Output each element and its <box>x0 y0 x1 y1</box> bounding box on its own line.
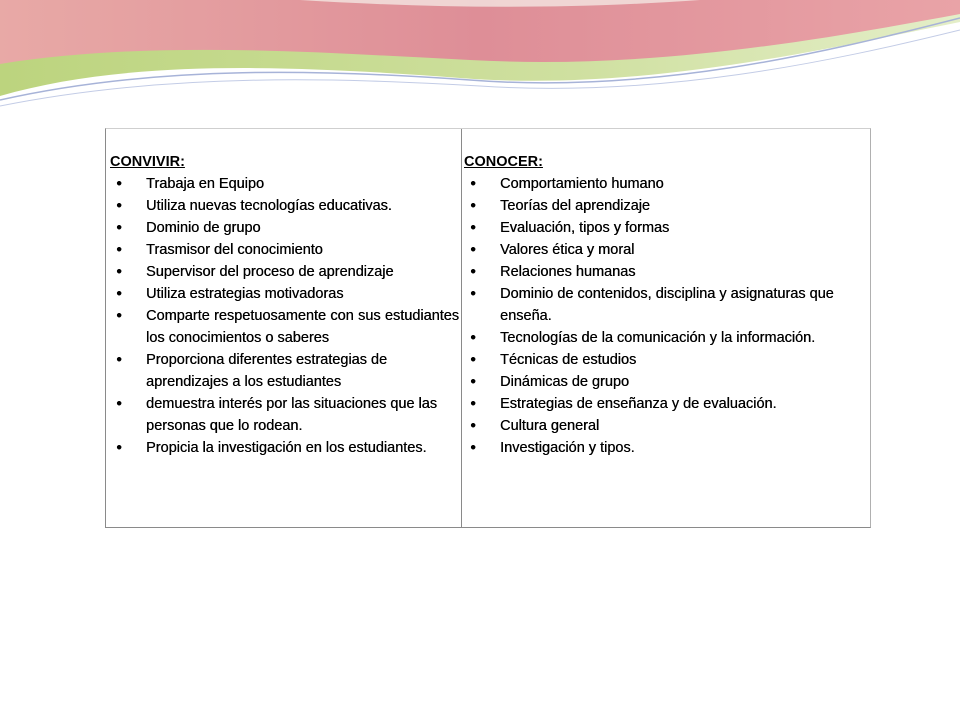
table-column-convivir <box>106 129 462 527</box>
bullet-icon: ● <box>116 288 123 299</box>
bullet-icon: ● <box>470 332 477 343</box>
bullet-icon: ● <box>470 420 477 431</box>
bullet-icon: ● <box>470 266 477 277</box>
conocer-list <box>464 173 866 459</box>
list-item: ● Trasmisor del conocimiento <box>110 239 459 261</box>
bullet-icon: ● <box>116 442 123 453</box>
list-item: ● Dinámicas de grupo <box>464 371 866 393</box>
bullet-icon: ● <box>116 178 123 189</box>
bullet-icon: ● <box>470 376 477 387</box>
bullet-icon: ● <box>116 200 123 211</box>
bullet-icon: ● <box>116 222 123 233</box>
list-item: ● Teorías del aprendizaje <box>464 195 866 217</box>
bullet-icon: ● <box>470 222 477 233</box>
bullet-icon: ● <box>116 354 123 365</box>
list-item: ● Supervisor del proceso de aprendizaje <box>110 261 459 283</box>
list-item: ● Utiliza estrategias motivadoras <box>110 283 459 305</box>
convivir-list <box>110 173 459 459</box>
list-item: ● Utiliza nuevas tecnologías educativas. <box>110 195 459 217</box>
bullet-icon: ● <box>116 266 123 277</box>
list-item: ● Valores ética y moral <box>464 239 866 261</box>
list-item: ● Relaciones humanas <box>464 261 866 283</box>
bullet-icon: ● <box>470 200 477 211</box>
list-item: ● Tecnologías de la comunicación y la información. <box>464 327 866 349</box>
list-item: ● Estrategias de enseñanza y de evaluación. <box>464 393 866 415</box>
bullet-icon: ● <box>470 178 477 189</box>
content-table <box>105 128 871 528</box>
list-item: ● Evaluación, tipos y formas <box>464 217 866 239</box>
bullet-icon: ● <box>116 310 123 321</box>
bullet-icon: ● <box>470 398 477 409</box>
header-wave-decoration <box>0 0 960 120</box>
list-item: ● demuestra interés por las situaciones que las personas que lo rodean. <box>110 393 459 437</box>
bullet-icon: ● <box>116 244 123 255</box>
bullet-icon: ● <box>470 244 477 255</box>
table-column-conocer <box>462 129 870 527</box>
column-heading-conocer: CONOCER: <box>464 154 543 170</box>
list-item: ● Investigación y tipos. <box>464 437 866 459</box>
bullet-icon: ● <box>116 398 123 409</box>
list-item: ● Propicia la investigación en los estudiantes. <box>110 437 459 459</box>
bullet-icon: ● <box>470 354 477 365</box>
list-item: ● Trabaja en Equipo <box>110 173 459 195</box>
column-heading-convivir: CONVIVIR: <box>110 154 185 170</box>
bullet-icon: ● <box>470 288 477 299</box>
list-item: ● Dominio de contenidos, disciplina y asignaturas que enseña. <box>464 283 866 327</box>
list-item: ● Comportamiento humano <box>464 173 866 195</box>
list-item: ● Cultura general <box>464 415 866 437</box>
list-item: ● Dominio de grupo <box>110 217 459 239</box>
bullet-icon: ● <box>470 442 477 453</box>
list-item: ● Comparte respetuosamente con sus estudiantes los conocimientos o saberes <box>110 305 459 349</box>
list-item: ● Proporciona diferentes estrategias de aprendizajes a los estudiantes <box>110 349 459 393</box>
list-item: ● Técnicas de estudios <box>464 349 866 371</box>
